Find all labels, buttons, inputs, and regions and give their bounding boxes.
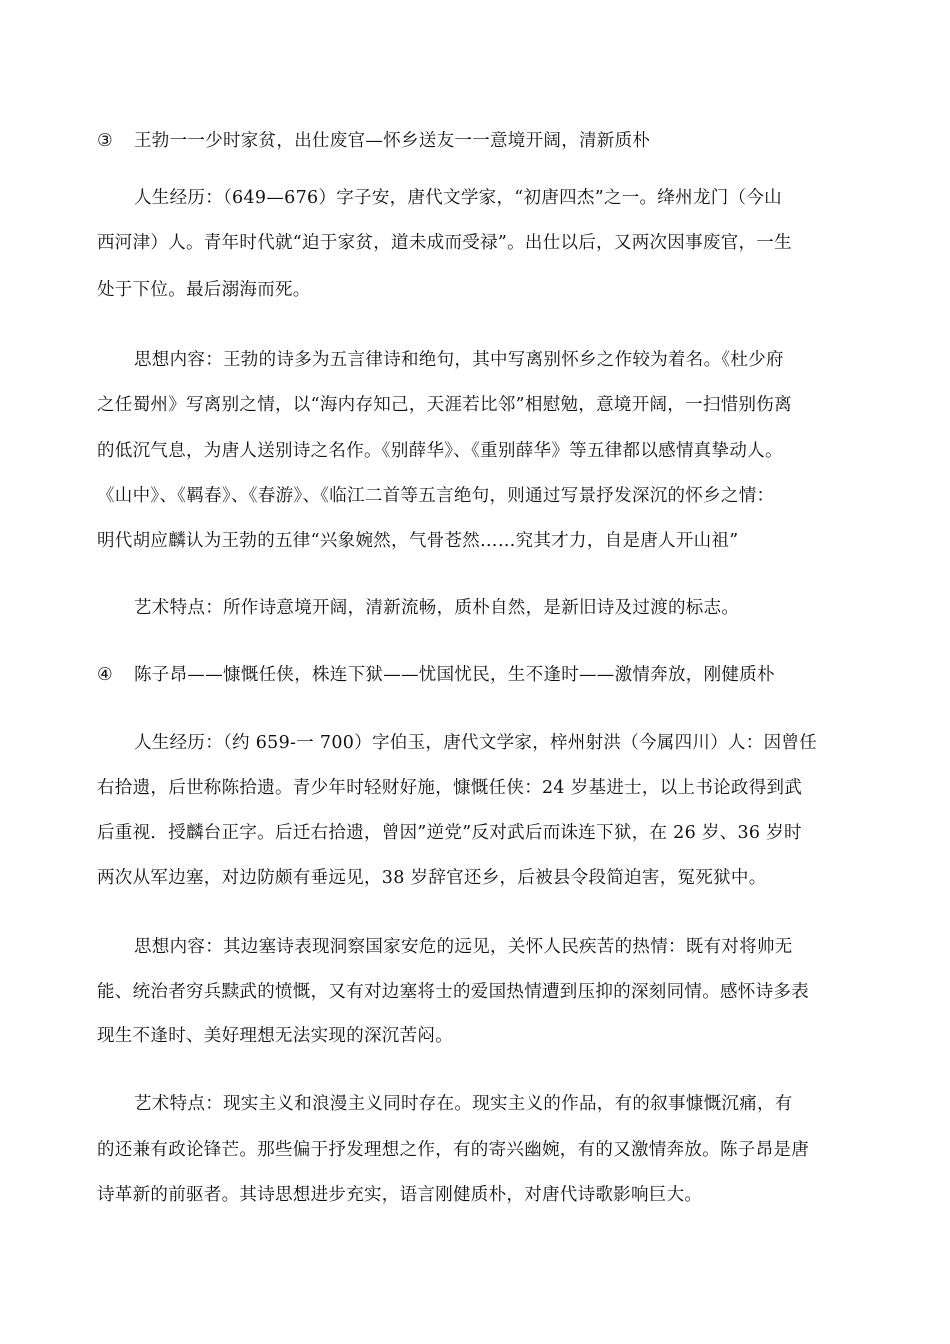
paragraph-line: 明代胡应麟认为王勃的五律“兴象婉然，气骨苍然……究其才力，自是唐人开山祖”	[97, 531, 739, 551]
section-heading-chen-ziang	[97, 663, 775, 687]
paragraph-line: 《山中》、《羁春》、《春游》、《临江二首等五言绝句，则通过写景抒发深沉的怀乡之情：	[97, 486, 775, 506]
paragraph-line: 思想内容：王勃的诗多为五言律诗和绝句，其中写离别怀乡之作较为着名。《杜少府	[134, 350, 784, 370]
section-number: ③	[97, 131, 113, 151]
paragraph-line: 艺术特点：所作诗意境开阔，清新流畅，质朴自然，是新旧诗及过渡的标志。	[134, 598, 740, 618]
paragraph-line: 两次从军边塞，对边防颇有垂远见，38 岁辞官还乡，后被县令段简迫害，冤死狱中。	[97, 868, 767, 888]
paragraph-line: 的还兼有政论锋芒。那些偏于抒发理想之作，有的寄兴幽婉，有的又激情奔放。陈子昂是唐	[97, 1140, 809, 1160]
paragraph-line: 能、统治者穷兵黩武的愤慨，又有对边塞将士的爱国热情遭到压抑的深刻同情。感怀诗多表	[97, 982, 809, 1002]
paragraph-line: 诗革新的前驱者。其诗思想进步充实，语言刚健质朴，对唐代诗歌影响巨大。	[97, 1185, 703, 1205]
paragraph-line: 右拾遗，后世称陈拾遗。青少年时轻财好施，慷慨任侠：24 岁基进士，以上书论政得到武	[97, 778, 803, 798]
paragraph-line: 之任蜀州》写离别之情，以“海内存知己，天涯若比邻”相慰勉，意境开阔，一扫惜别伤离	[97, 395, 792, 415]
section-heading-text: 王勃一一少时家贫，出仕废官—怀乡送友一一意境开阔，清新质朴	[134, 131, 651, 151]
paragraph-line: 人生经历：（约 659-一 700）字伯玉，唐代文学家，梓州射洪（今属四川）人：因曾任	[134, 733, 817, 753]
paragraph-line: 处于下位。最后溺海而死。	[97, 280, 311, 300]
paragraph-line: 艺术特点：现实主义和浪漫主义同时存在。现实主义的作品，有的叙事慷慨沉痛，有	[134, 1094, 793, 1114]
paragraph-line: 思想内容：其边塞诗表现洞察国家安危的远见，关怀人民疾苦的热情：既有对将帅无	[134, 937, 793, 957]
paragraph-line: 现生不逢时、美好理想无法实现的深沉苦闷。	[97, 1026, 453, 1046]
paragraph-line: 的低沉气息，为唐人送别诗之名作。《别薛华》、《重别薛华》等五律都以感情真挚动人。	[97, 441, 783, 461]
paragraph-line: 西河津）人。青年时代就“迫于家贫，道未成而受禄”。出仕以后，又两次因事废官，一生	[97, 233, 792, 253]
section-heading-wang-bo	[97, 129, 650, 153]
paragraph-line: 后重视．授麟台正字。后迁右拾遗，曾因”逆党”反对武后而诛连下狱，在 26 岁、36 岁时	[97, 823, 802, 843]
paragraph-line: 人生经历：（649—676）字子安，唐代文学家，“初唐四杰”之一。绛州龙门（今山	[134, 188, 782, 208]
section-number: ④	[97, 665, 113, 685]
section-heading-text: 陈子昂——慷慨任侠，株连下狱——忧国忧民，生不逢时——激情奔放，刚健质朴	[134, 665, 775, 685]
